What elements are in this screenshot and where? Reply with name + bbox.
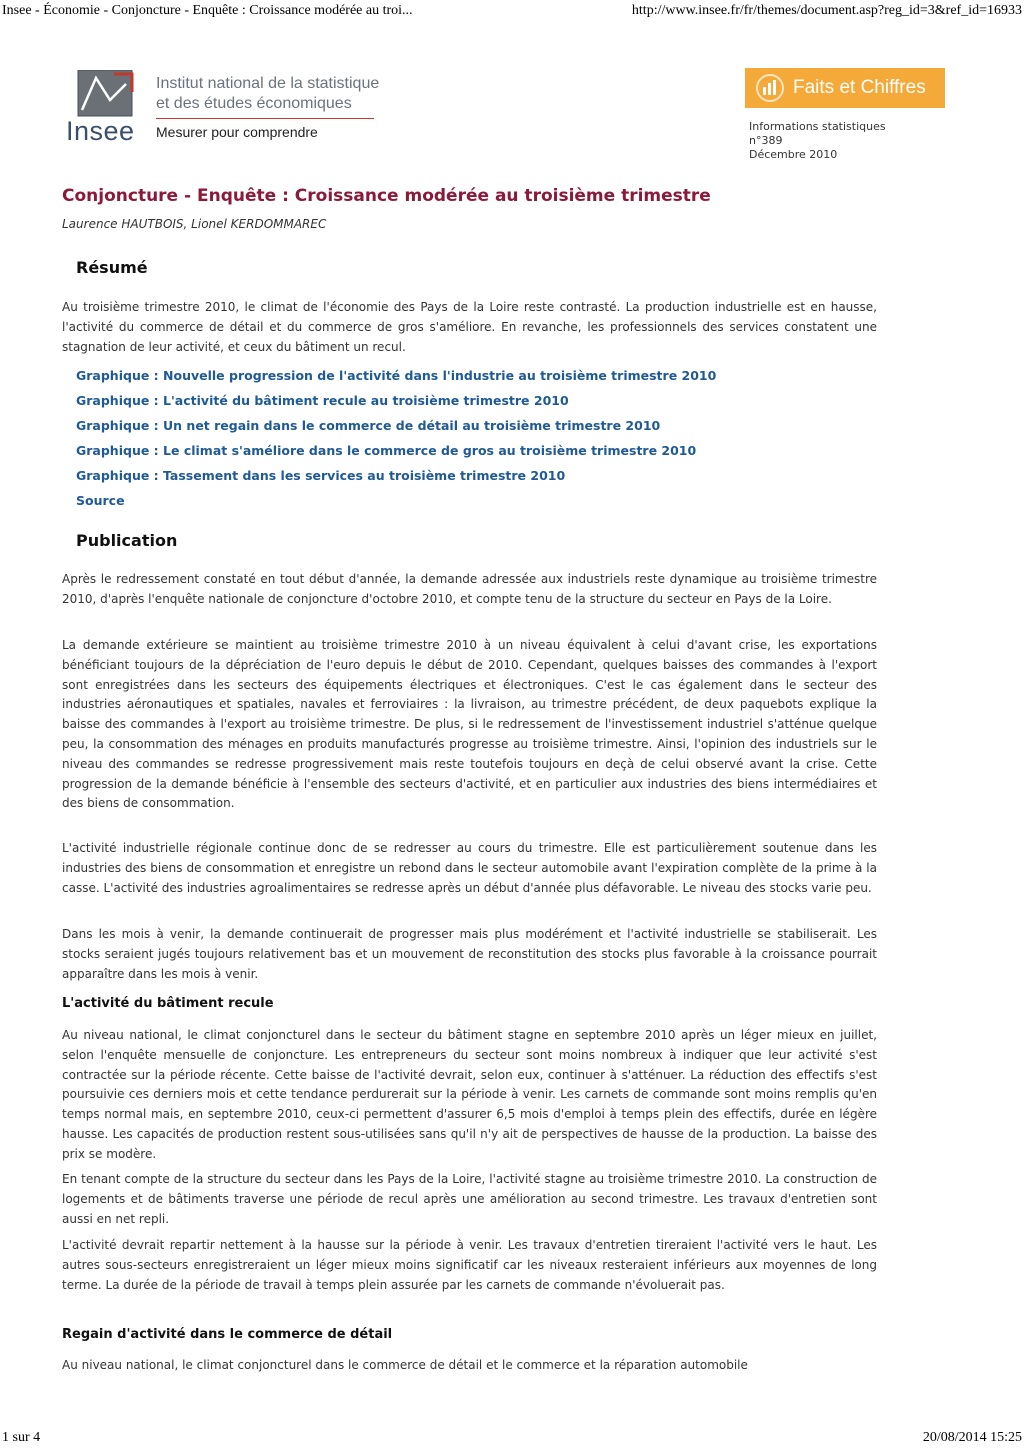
publication-info <box>749 120 886 162</box>
subhead-commerce: Regain d'activité dans le commerce de détail <box>62 1327 393 1342</box>
article-title: Conjoncture - Enquête : Croissance modérée au troisième trimestre <box>62 186 711 206</box>
page-counter: 1 sur 4 <box>2 1430 41 1445</box>
institute-name-line1: Institut national de la statistique <box>156 75 380 92</box>
batiment-paragraph: L'activité devrait repartir nettement à la hausse sur la période à venir. Les travaux d'entretien tireraient l'activité vers le haut. Les autres sous-secteurs enregistreraient un léger mieux moins significatif car les niveaux resteraient inférieurs aux moyennes de long terme. La durée de la période de travail à temps plein assurée par les carnets de commande n'évoluerait pas. <box>62 1238 877 1292</box>
institute-name-line2: et des études économiques <box>156 95 352 112</box>
faits-et-chiffres-label: Faits et Chiffres <box>793 77 926 98</box>
publication-series: Informations statistiques <box>749 120 886 133</box>
insee-logo-mark-icon <box>70 70 140 120</box>
insee-wordmark: Insee <box>66 116 135 146</box>
publication-date: Décembre 2010 <box>749 148 838 161</box>
publication-paragraph: La demande extérieure se maintient au troisième trimestre 2010 à un niveau équivalent à celui d'avant crise, les exportations bénéficiant toujours de la dépréciation de l'euro depuis le début de 2010. Cependant, quelques baisses des commandes à l'export sont enregistrées dans les secteurs des équipements électriques et électroniques. C'est le cas également dans le secteur des industries aéronautiques et spatiales, navales et ferroviaires : la livraison, au trimestre précédent, de deux paquebots explique la baisse des commandes à l'export au troisième trimestre. De plus, si le redressement de l'investissement industriel s'atténue quelque peu, la consommation des ménages en produits manufacturés progresse au troisième trimestre. Ainsi, l'opinion des industriels sur le niveau des commandes se redresse progressivement mais reste toutefois toujours en deçà de celui observé avant la crise. Cette progression de la demande bénéficie à l'ensemble des secteurs d'activité, et en particulier aux industries des biens intermédiaires et des biens de consommation. <box>62 638 877 811</box>
source-link[interactable]: Source <box>76 493 125 508</box>
institute-name <box>156 74 379 114</box>
insee-tagline: Mesurer pour comprendre <box>156 124 318 140</box>
print-datetime: 20/08/2014 15:25 <box>922 1430 1022 1445</box>
insee-logo[interactable] <box>62 66 422 148</box>
print-footer <box>0 1428 1024 1450</box>
subhead-batiment: L'activité du bâtiment recule <box>62 996 274 1011</box>
graph-link-commerce-detail[interactable]: Graphique : Un net regain dans le commerce de détail au troisième trimestre 2010 <box>76 418 661 433</box>
graph-link-commerce-gros[interactable]: Graphique : Le climat s'améliore dans le commerce de gros au troisième trimestre 2010 <box>76 443 697 458</box>
batiment-paragraph: En tenant compte de la structure du secteur dans les Pays de la Loire, l'activité stagne au troisième trimestre 2010. La construction de logements et de bâtiments traverse une période de recul après une amélioration au second trimestre. Les travaux d'entretien sont aussi en net repli. <box>62 1172 877 1226</box>
logo-divider <box>156 118 374 119</box>
publication-paragraph: L'activité industrielle régionale continue donc de se redresser au cours du trimestre. Elle est particulièrement soutenue dans les industries des biens de consommation et enregistre un rebond dans le secteur automobile avant l'expiration complète de la prime à la casse. L'activité des industries agroalimentaires se redresse après un début d'année plus défavorable. Le niveau des stocks varie peu. <box>62 841 877 895</box>
graph-link-services[interactable]: Graphique : Tassement dans les services au troisième trimestre 2010 <box>76 468 566 483</box>
publication-heading: Publication <box>76 531 178 550</box>
faits-et-chiffres-badge[interactable] <box>745 68 945 108</box>
graph-link-industrie[interactable]: Graphique : Nouvelle progression de l'activité dans l'industrie au troisième trimestre 2010 <box>76 368 717 383</box>
publication-paragraph: Dans les mois à venir, la demande continuerait de progresser mais plus modérément et l'activité industrielle se stabiliserait. Les stocks seraient jugés toujours relativement bas et un mouvement de reconstitution des stocks plus favorable à la croissance pourrait apparaître dans les mois à venir. <box>62 927 877 981</box>
print-page-title: Insee - Économie - Conjoncture - Enquête : Croissance modérée au troi... <box>2 3 413 18</box>
commerce-paragraph: Au niveau national, le climat conjoncturel dans le commerce de détail et le commerce et la réparation automobile <box>62 1358 748 1372</box>
graph-link-batiment[interactable]: Graphique : L'activité du bâtiment recule au troisième trimestre 2010 <box>76 393 569 408</box>
batiment-paragraph: Au niveau national, le climat conjoncturel dans le secteur du bâtiment stagne en septembre 2010 après un léger mieux en juillet, selon l'enquête mensuelle de conjoncture. Les entrepreneurs du secteur sont moins nombreux à indiquer que leur activité s'est contractée sur la période récente. Cette baisse de l'activité devrait, selon eux, continuer à s'atténuer. La réduction des effectifs s'est poursuivie ces derniers mois et cette tendance perdurerait sur la période à venir. Les carnets de commande sont moins remplis qu'en temps normal mais, en septembre 2010, ceux-ci permettent d'assurer 6,5 mois d'emploi à temps plein des effectifs, durée en légère hausse. Les capacités de production restent sous-utilisées sans qu'il n'y ait de perspectives de hausse de la production. La baisse des prix se modère. <box>62 1028 877 1161</box>
article-authors: Laurence HAUTBOIS, Lionel KERDOMMAREC <box>62 217 327 231</box>
resume-heading: Résumé <box>76 258 148 277</box>
print-header <box>0 0 1024 24</box>
resume-text: Au troisième trimestre 2010, le climat de l'économie des Pays de la Loire reste contrasté. La production industrielle est en hausse, l'activité du commerce de détail et du commerce de gros s'améliore. En revanche, les professionnels des services constatent une stagnation de leur activité, et ceux du bâtiment un recul. <box>62 300 877 354</box>
publication-paragraph: Après le redressement constaté en tout début d'année, la demande adressée aux industriels reste dynamique au troisième trimestre 2010, d'après l'enquête nationale de conjoncture d'octobre 2010, et compte tenu de la structure du secteur en Pays de la Loire. <box>62 572 877 606</box>
publication-number: n°389 <box>749 134 783 147</box>
print-page-url: http://www.insee.fr/fr/themes/document.asp?reg_id=3&ref_id=16933 <box>631 3 1022 18</box>
chart-hand-icon <box>755 73 785 103</box>
graph-links-list <box>76 366 716 516</box>
